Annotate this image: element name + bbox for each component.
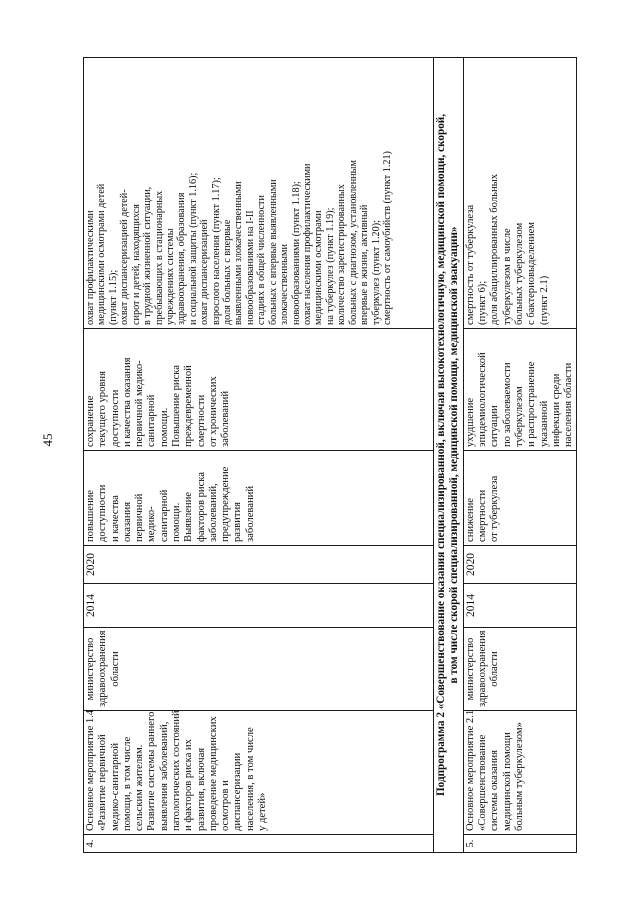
indicator-line: смертность от туберкулеза bbox=[464, 204, 476, 325]
year-end-cell: 2020 bbox=[463, 546, 577, 584]
indicator-line: с бактериовыделением bbox=[526, 222, 538, 325]
indicator-line: новообразованиями (пункт 1.18); bbox=[290, 181, 302, 325]
activity-line: медико-санитарной bbox=[109, 742, 121, 831]
indicator-line: впервые в жизни, активный bbox=[359, 204, 371, 325]
direct-result-line: санитарной bbox=[158, 489, 170, 542]
indicator-line: выявленными злокачественными bbox=[233, 181, 245, 325]
indicator-line: в трудной жизненной ситуации, bbox=[142, 186, 154, 325]
indicator-line: охват профилактическими bbox=[85, 210, 96, 325]
table-row bbox=[463, 58, 577, 853]
direct-result-line: факторов риска bbox=[195, 472, 207, 542]
indicator-line: взрослого населения (пункт 1.17); bbox=[210, 177, 222, 325]
executor-line: здравоохранения bbox=[97, 630, 109, 707]
row-number: 4. bbox=[84, 835, 434, 853]
activity-line: осмотров и bbox=[220, 780, 232, 831]
indicator-line: больных с диагнозом, установленным bbox=[347, 160, 359, 325]
direct-result-line: оказания bbox=[121, 501, 133, 542]
direct-result-line: снижение bbox=[464, 498, 476, 542]
consequences-line: преждевременной bbox=[183, 365, 195, 447]
activity-line: проведение медицинских bbox=[207, 716, 219, 831]
activity-line: помощи, в том числе bbox=[121, 736, 133, 831]
consequences-line: заболеваний bbox=[220, 391, 232, 447]
consequences-line: ситуации bbox=[489, 405, 501, 447]
activity-line: Основное мероприятие 1.4 bbox=[85, 709, 96, 831]
activity-line: у детей» bbox=[256, 792, 268, 831]
consequences-line: и качества оказания bbox=[121, 357, 133, 447]
consequences-line: первичной медико- bbox=[134, 360, 146, 447]
consequences-line: доступности bbox=[109, 389, 121, 447]
consequences-line: ухудшение bbox=[464, 397, 476, 447]
indicator-line: охват диспансеризацией детей- bbox=[119, 189, 131, 325]
consequences-line: инфекции среди bbox=[550, 373, 562, 447]
executor-line: министерство bbox=[464, 637, 476, 701]
executor-line: министерство bbox=[85, 637, 96, 701]
direct-result-line: от туберкулеза bbox=[489, 475, 501, 542]
activity-line: больным туберкулезом» bbox=[514, 722, 525, 831]
indicators-cell bbox=[463, 58, 577, 329]
direct-result-line: первичной bbox=[134, 493, 146, 542]
executor-cell bbox=[84, 628, 434, 711]
executor-cell bbox=[463, 628, 577, 711]
direct-result-line: медико- bbox=[146, 506, 158, 542]
activity-line: Основное мероприятие 2.1 bbox=[464, 709, 476, 831]
activity-line: «Развитие первичной bbox=[97, 734, 109, 831]
indicator-line: медицинскими осмотрами bbox=[313, 210, 325, 325]
activity-line: Развитие системы раннего bbox=[146, 711, 158, 831]
year-start-cell: 2014 bbox=[84, 584, 434, 628]
subprogram-heading-line: в том числе скорой специализированной, медицинской помощи, медицинской эвакуации» bbox=[448, 226, 461, 684]
indicator-line: туберкулез (пункт 1.20); bbox=[370, 220, 382, 325]
indicator-line: пребывающих в стационарных bbox=[153, 190, 165, 325]
consequences-line: по заболеваемости bbox=[501, 362, 513, 447]
activity-cell bbox=[84, 711, 434, 835]
executor-line: здравоохранения bbox=[477, 630, 489, 707]
activity-line: патологических состояний bbox=[170, 710, 182, 831]
consequences-line: Повышение риска bbox=[170, 365, 182, 447]
activity-line: развития, включая bbox=[195, 747, 207, 831]
indicator-line: смертность от самоубийств (пункт 1.21) bbox=[381, 151, 393, 325]
consequences-line: санитарной bbox=[146, 394, 158, 447]
indicator-line: учреждениях системы bbox=[164, 228, 176, 325]
direct-result-line: заболеваний bbox=[244, 486, 256, 542]
consequences-line: эпидемиологической bbox=[477, 352, 489, 447]
activity-line: «Совершенствование bbox=[477, 734, 489, 831]
indicator-line: охват населения профилактическими bbox=[302, 163, 314, 325]
direct-result-cell bbox=[84, 451, 434, 546]
consequences-line: смертности bbox=[195, 394, 207, 447]
indicator-line: новообразованиями на I-II bbox=[244, 210, 256, 325]
direct-result-line: помощи. bbox=[170, 502, 182, 542]
activity-line: медицинской помощи bbox=[501, 732, 513, 831]
direct-result-line: и качества bbox=[109, 495, 121, 542]
document-table bbox=[83, 57, 577, 853]
direct-result-cell bbox=[463, 451, 577, 546]
indicator-line: больных с впервые выявленными bbox=[267, 179, 279, 325]
indicator-line: количество зарегистрированных bbox=[336, 184, 348, 325]
direct-result-line: смертности bbox=[477, 489, 489, 542]
year-start-cell: 2014 bbox=[463, 584, 577, 628]
indicator-line: (пункт 6); bbox=[477, 280, 489, 325]
direct-result-line: доступности bbox=[97, 484, 109, 542]
activity-line: диспансеризации bbox=[232, 752, 244, 831]
consequences-line: туберкулезом bbox=[514, 386, 525, 447]
consequences-line: текущего уровня bbox=[97, 371, 109, 447]
indicator-line: туберкулезом в числе bbox=[501, 228, 513, 325]
indicator-line: (пункт 1.15); bbox=[107, 269, 119, 325]
executor-line: области bbox=[489, 651, 501, 687]
consequences-line: населения области bbox=[563, 362, 575, 447]
indicator-line: доля больных с впервые bbox=[222, 219, 234, 325]
direct-result-line: заболеваний, bbox=[207, 483, 219, 542]
indicator-line: (пункт 2.1) bbox=[538, 275, 550, 325]
activity-line: выявления заболеваний, bbox=[158, 721, 170, 831]
executor-line: области bbox=[109, 651, 121, 687]
indicator-line: злокачественными bbox=[279, 244, 291, 325]
page-number: 45 bbox=[40, 433, 55, 447]
activity-line: сельским жителям. bbox=[134, 744, 146, 831]
consequences-line: указанной bbox=[538, 400, 550, 447]
row-number: 5. bbox=[463, 835, 577, 853]
indicator-line: доля абациллированных больных bbox=[489, 173, 501, 325]
direct-result-line: Выявление bbox=[183, 492, 195, 542]
consequences-line: от хронических bbox=[207, 376, 219, 447]
indicator-line: стадиях в общей численности bbox=[256, 195, 268, 325]
consequences-line: сохранение bbox=[85, 395, 96, 447]
indicator-line: на туберкулез (пункт 1.19); bbox=[324, 207, 336, 325]
indicator-line: сирот и детей, находящихся bbox=[130, 204, 142, 325]
activity-line: населения, в том числе bbox=[244, 727, 256, 831]
consequences-cell bbox=[463, 329, 577, 451]
year-end-cell: 2020 bbox=[84, 546, 434, 584]
table-row bbox=[84, 58, 434, 853]
consequences-cell bbox=[84, 329, 434, 451]
activity-cell bbox=[463, 711, 577, 835]
activity-line: и факторов риска их bbox=[183, 739, 195, 831]
indicators-cell bbox=[84, 58, 434, 329]
indicator-line: больных туберкулезом bbox=[514, 222, 525, 325]
indicator-line: охват диспансеризацией bbox=[199, 219, 211, 325]
subprogram-heading bbox=[434, 58, 464, 853]
indicator-line: здравоохранения, образования bbox=[176, 192, 188, 325]
direct-result-line: развития bbox=[232, 501, 244, 542]
activity-line: системы оказания bbox=[489, 750, 501, 831]
subprogram-row bbox=[434, 58, 464, 853]
direct-result-line: предупреждение bbox=[220, 466, 232, 542]
consequences-line: помощи. bbox=[158, 407, 170, 447]
indicator-line: медицинскими осмотрами детей bbox=[96, 183, 108, 325]
direct-result-line: повышение bbox=[85, 490, 96, 542]
indicator-line: и социальной защиты (пункт 1.16); bbox=[187, 172, 199, 325]
subprogram-heading-line: Подпрограмма 2 «Совершенствование оказания специализированной, включая высокотехнологичную, медицинской помощи, скорой, bbox=[435, 113, 447, 797]
rotated-table-wrapper bbox=[83, 58, 575, 853]
consequences-line: и распространение bbox=[526, 361, 538, 447]
